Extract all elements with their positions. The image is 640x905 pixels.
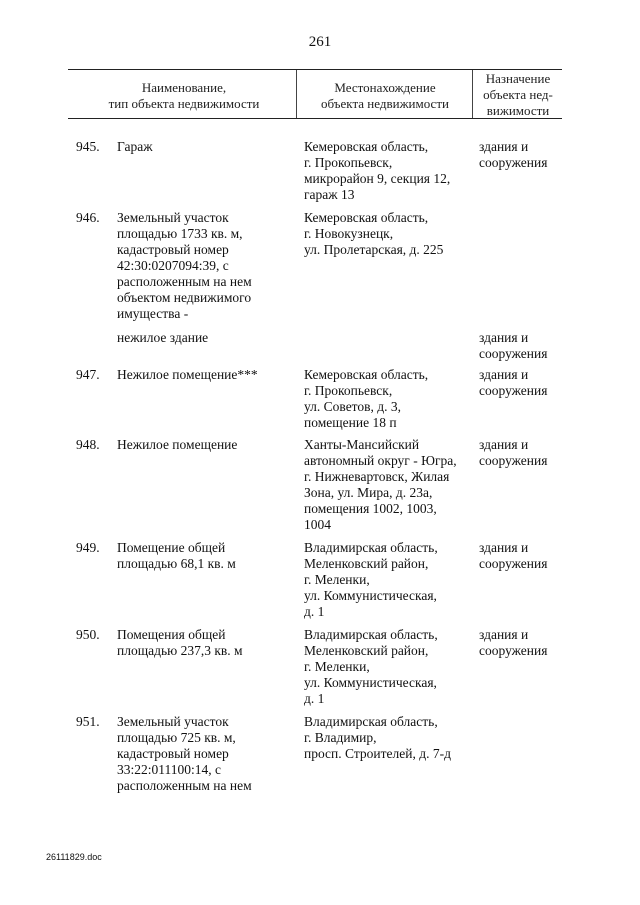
header-bottom-rule [68, 118, 562, 119]
object-name: Нежилое помещение*** [117, 367, 258, 382]
row-number: 950. [76, 627, 100, 642]
row-number: 951. [76, 714, 100, 729]
object-purpose: здания и сооружения [479, 139, 548, 170]
row-number: 946. [76, 210, 100, 225]
object-location: Владимирская область, Меленковский район, г. Меленки, ул. Коммунистическая, д. 1 [304, 540, 438, 619]
row-number: 949. [76, 540, 100, 555]
object-name: Помещение общей площадью 68,1 кв. м [117, 540, 236, 571]
object-purpose: здания и сооружения [479, 627, 548, 658]
object-location: Владимирская область, г. Владимир, просп. Строителей, д. 7-д [304, 714, 451, 761]
object-name: Нежилое помещение [117, 437, 238, 452]
header-divider-1 [296, 70, 297, 118]
object-name: Помещения общей площадью 237,3 кв. м [117, 627, 243, 658]
document-filename: 26111829.doc [46, 852, 102, 862]
object-purpose: здания и сооружения [479, 437, 548, 468]
object-name: Земельный участок площадью 725 кв. м, кадастровый номер 33:22:011100:14, с расположенным на нем [117, 714, 252, 793]
header-name-cell: Наименование, тип объекта недвижимости [108, 80, 260, 111]
header-purpose-cell: Назначение объекта нед- вижимости [483, 71, 553, 118]
row-number: 945. [76, 139, 100, 154]
header-location-cell: Местонахождение объекта недвижимости [321, 80, 449, 111]
object-purpose: здания и сооружения [479, 540, 548, 571]
object-name: нежилое здание [117, 330, 209, 345]
object-name: Гараж [117, 139, 153, 154]
object-location: Кемеровская область, г. Прокопьевск, ул. Советов, д. 3, помещение 18 п [304, 367, 429, 430]
row-number: 947. [76, 367, 100, 382]
object-name: Земельный участок площадью 1733 кв. м, кадастровый номер 42:30:0207094:39, с расположенным на нем объектом недвижимого имущества - [117, 210, 252, 321]
object-location: Ханты-Мансийский автономный округ - Югра, г. Нижневартовск, Жилая Зона, ул. Мира, д. 23а, помещения 1002, 1003, 1004 [304, 437, 457, 532]
row-number: 948. [76, 437, 100, 452]
object-location: Кемеровская область, г. Прокопьевск, микрорайон 9, секция 12, гараж 13 [304, 139, 451, 202]
object-purpose: здания и сооружения [479, 330, 548, 361]
object-purpose: здания и сооружения [479, 367, 548, 398]
header-divider-2 [472, 70, 473, 118]
page-number: 261 [308, 34, 332, 50]
object-location: Владимирская область, Меленковский район, г. Меленки, ул. Коммунистическая, д. 1 [304, 627, 438, 706]
object-location: Кемеровская область, г. Новокузнецк, ул. Пролетарская, д. 225 [304, 210, 444, 257]
header-top-rule [68, 69, 562, 70]
